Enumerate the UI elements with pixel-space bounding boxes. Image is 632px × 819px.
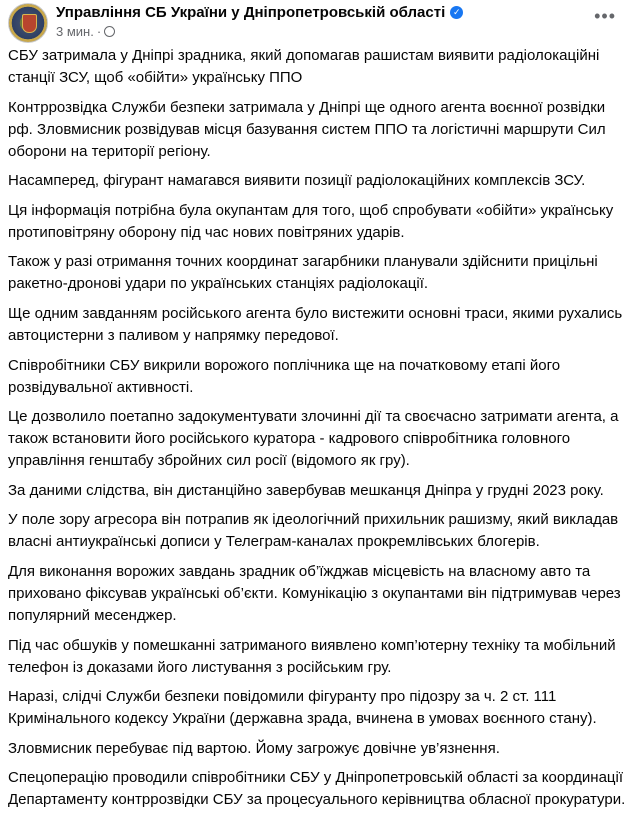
paragraph-line: Зловмисник перебуває під вартою. Йому загрожує довічне ув’язнення. bbox=[8, 739, 500, 757]
post-paragraph bbox=[8, 45, 632, 89]
author-name[interactable]: Управління СБ України у Дніпропетровській області bbox=[56, 4, 446, 21]
post-paragraph bbox=[8, 561, 632, 627]
paragraph-line: Ця інформація потрібна була окупантам для того, щоб спробувати «обійти» українську bbox=[8, 201, 614, 219]
paragraph-line: У поле зору агресора він потрапив як ідеологічний прихильник рашизму, який викладав bbox=[8, 511, 619, 529]
paragraph-line: Спецоперацію проводили співробітники СБУ у Дніпропетровській області за координації bbox=[8, 769, 624, 787]
meta-separator: · bbox=[96, 24, 102, 39]
post-paragraph bbox=[8, 406, 632, 472]
paragraph-line: За даними слідства, він дистанційно завербував мешканця Дніпра у грудні 2023 року. bbox=[8, 481, 604, 499]
paragraph-line: Ще одним завданням російського агента було вистежити основні траси, якими рухались bbox=[8, 304, 623, 322]
paragraph-line: Кримінального кодексу України (державна зрада, вчинена в умовах воєнного стану). bbox=[8, 710, 597, 728]
post-paragraph bbox=[8, 767, 632, 811]
paragraph-line: розвідувальної активності. bbox=[8, 378, 194, 396]
post-header bbox=[0, 0, 632, 44]
paragraph-line: протиповітряну оборону під час нових повітряних ударів. bbox=[8, 223, 405, 241]
post-paragraph bbox=[8, 355, 632, 399]
paragraph-line: Контррозвідка Служби безпеки затримала у Дніпрі ще одного агента воєнної розвідки bbox=[8, 98, 606, 116]
author-row bbox=[56, 4, 463, 21]
paragraph-line: рф. Зловмисник розвідував місця базування систем ППО та логістичні маршрути Сил bbox=[8, 120, 606, 138]
post-paragraph bbox=[8, 170, 632, 192]
verified-badge-icon: ✓ bbox=[450, 6, 463, 19]
post-paragraph bbox=[8, 635, 632, 679]
post-paragraph bbox=[8, 200, 632, 244]
paragraph-line: Департаменту контррозвідки СБУ за процесуального керівництва обласної прокуратури. bbox=[8, 791, 626, 809]
paragraph-line: власні антиукраїнські дописи у Телеграм-каналах прокремлівських блогерів. bbox=[8, 533, 540, 551]
paragraph-line: Це дозволило поетапно задокументувати злочинні дії та своєчасно затримати агента, а bbox=[8, 408, 619, 426]
emblem-icon bbox=[22, 14, 37, 33]
post-paragraph bbox=[8, 480, 632, 502]
paragraph-line: популярний месенджер. bbox=[8, 606, 177, 624]
paragraph-line: Насамперед, фігурант намагався виявити позиції радіолокаційних комплексів ЗСУ. bbox=[8, 172, 586, 190]
paragraph-line: Також у разі отримання точних координат загарбники планували здійснити прицільні bbox=[8, 253, 598, 271]
post-paragraph bbox=[8, 251, 632, 295]
more-options-icon[interactable]: ••• bbox=[594, 6, 616, 26]
paragraph-line: також встановити його російського куратора - кадрового співробітника головного bbox=[8, 430, 571, 448]
post-paragraph bbox=[8, 303, 632, 347]
paragraph-line: ракетно-дронові удари по українських станціях радіолокації. bbox=[8, 275, 429, 293]
paragraph-line: телефон із доказами його листування з російським гру. bbox=[8, 658, 392, 676]
paragraph-line: управління генштабу збройних сил росії (відомого як гру). bbox=[8, 452, 410, 470]
post-paragraph bbox=[8, 686, 632, 730]
post-meta bbox=[56, 24, 115, 39]
paragraph-line: Під час обшуків у помешканні затриманого виявлено комп’ютерну техніку та мобільний bbox=[8, 636, 616, 654]
post-paragraph bbox=[8, 738, 632, 760]
post-time[interactable]: 3 мин. bbox=[56, 24, 94, 39]
globe-icon bbox=[104, 26, 115, 37]
paragraph-line: СБУ затримала у Дніпрі зрадника, який допомагав рашистам виявити радіолокаційні bbox=[8, 47, 600, 64]
page-avatar[interactable] bbox=[8, 3, 48, 43]
paragraph-line: Наразі, слідчі Служби безпеки повідомили фігуранту про підозру за ч. 2 ст. 111 bbox=[8, 688, 557, 706]
post-text bbox=[8, 45, 632, 819]
paragraph-line: Співробітники СБУ викрили ворожого поплічника ще на початковому етапі його bbox=[8, 356, 561, 374]
paragraph-line: приховано фіксував українські об’єкти. Комунікацію з окупантами він підтримував через bbox=[8, 584, 621, 602]
paragraph-line: Для виконання ворожих завдань зрадник об’їжджав місцевість на власному авто та bbox=[8, 562, 591, 580]
post-paragraph bbox=[8, 97, 632, 163]
paragraph-line: автоцистерни з паливом у напрямку передової. bbox=[8, 326, 339, 344]
paragraph-line: станції ЗСУ, щоб «обійти» українську ППО bbox=[8, 69, 303, 86]
paragraph-line: оборони на території регіону. bbox=[8, 142, 211, 160]
post-paragraph bbox=[8, 509, 632, 553]
